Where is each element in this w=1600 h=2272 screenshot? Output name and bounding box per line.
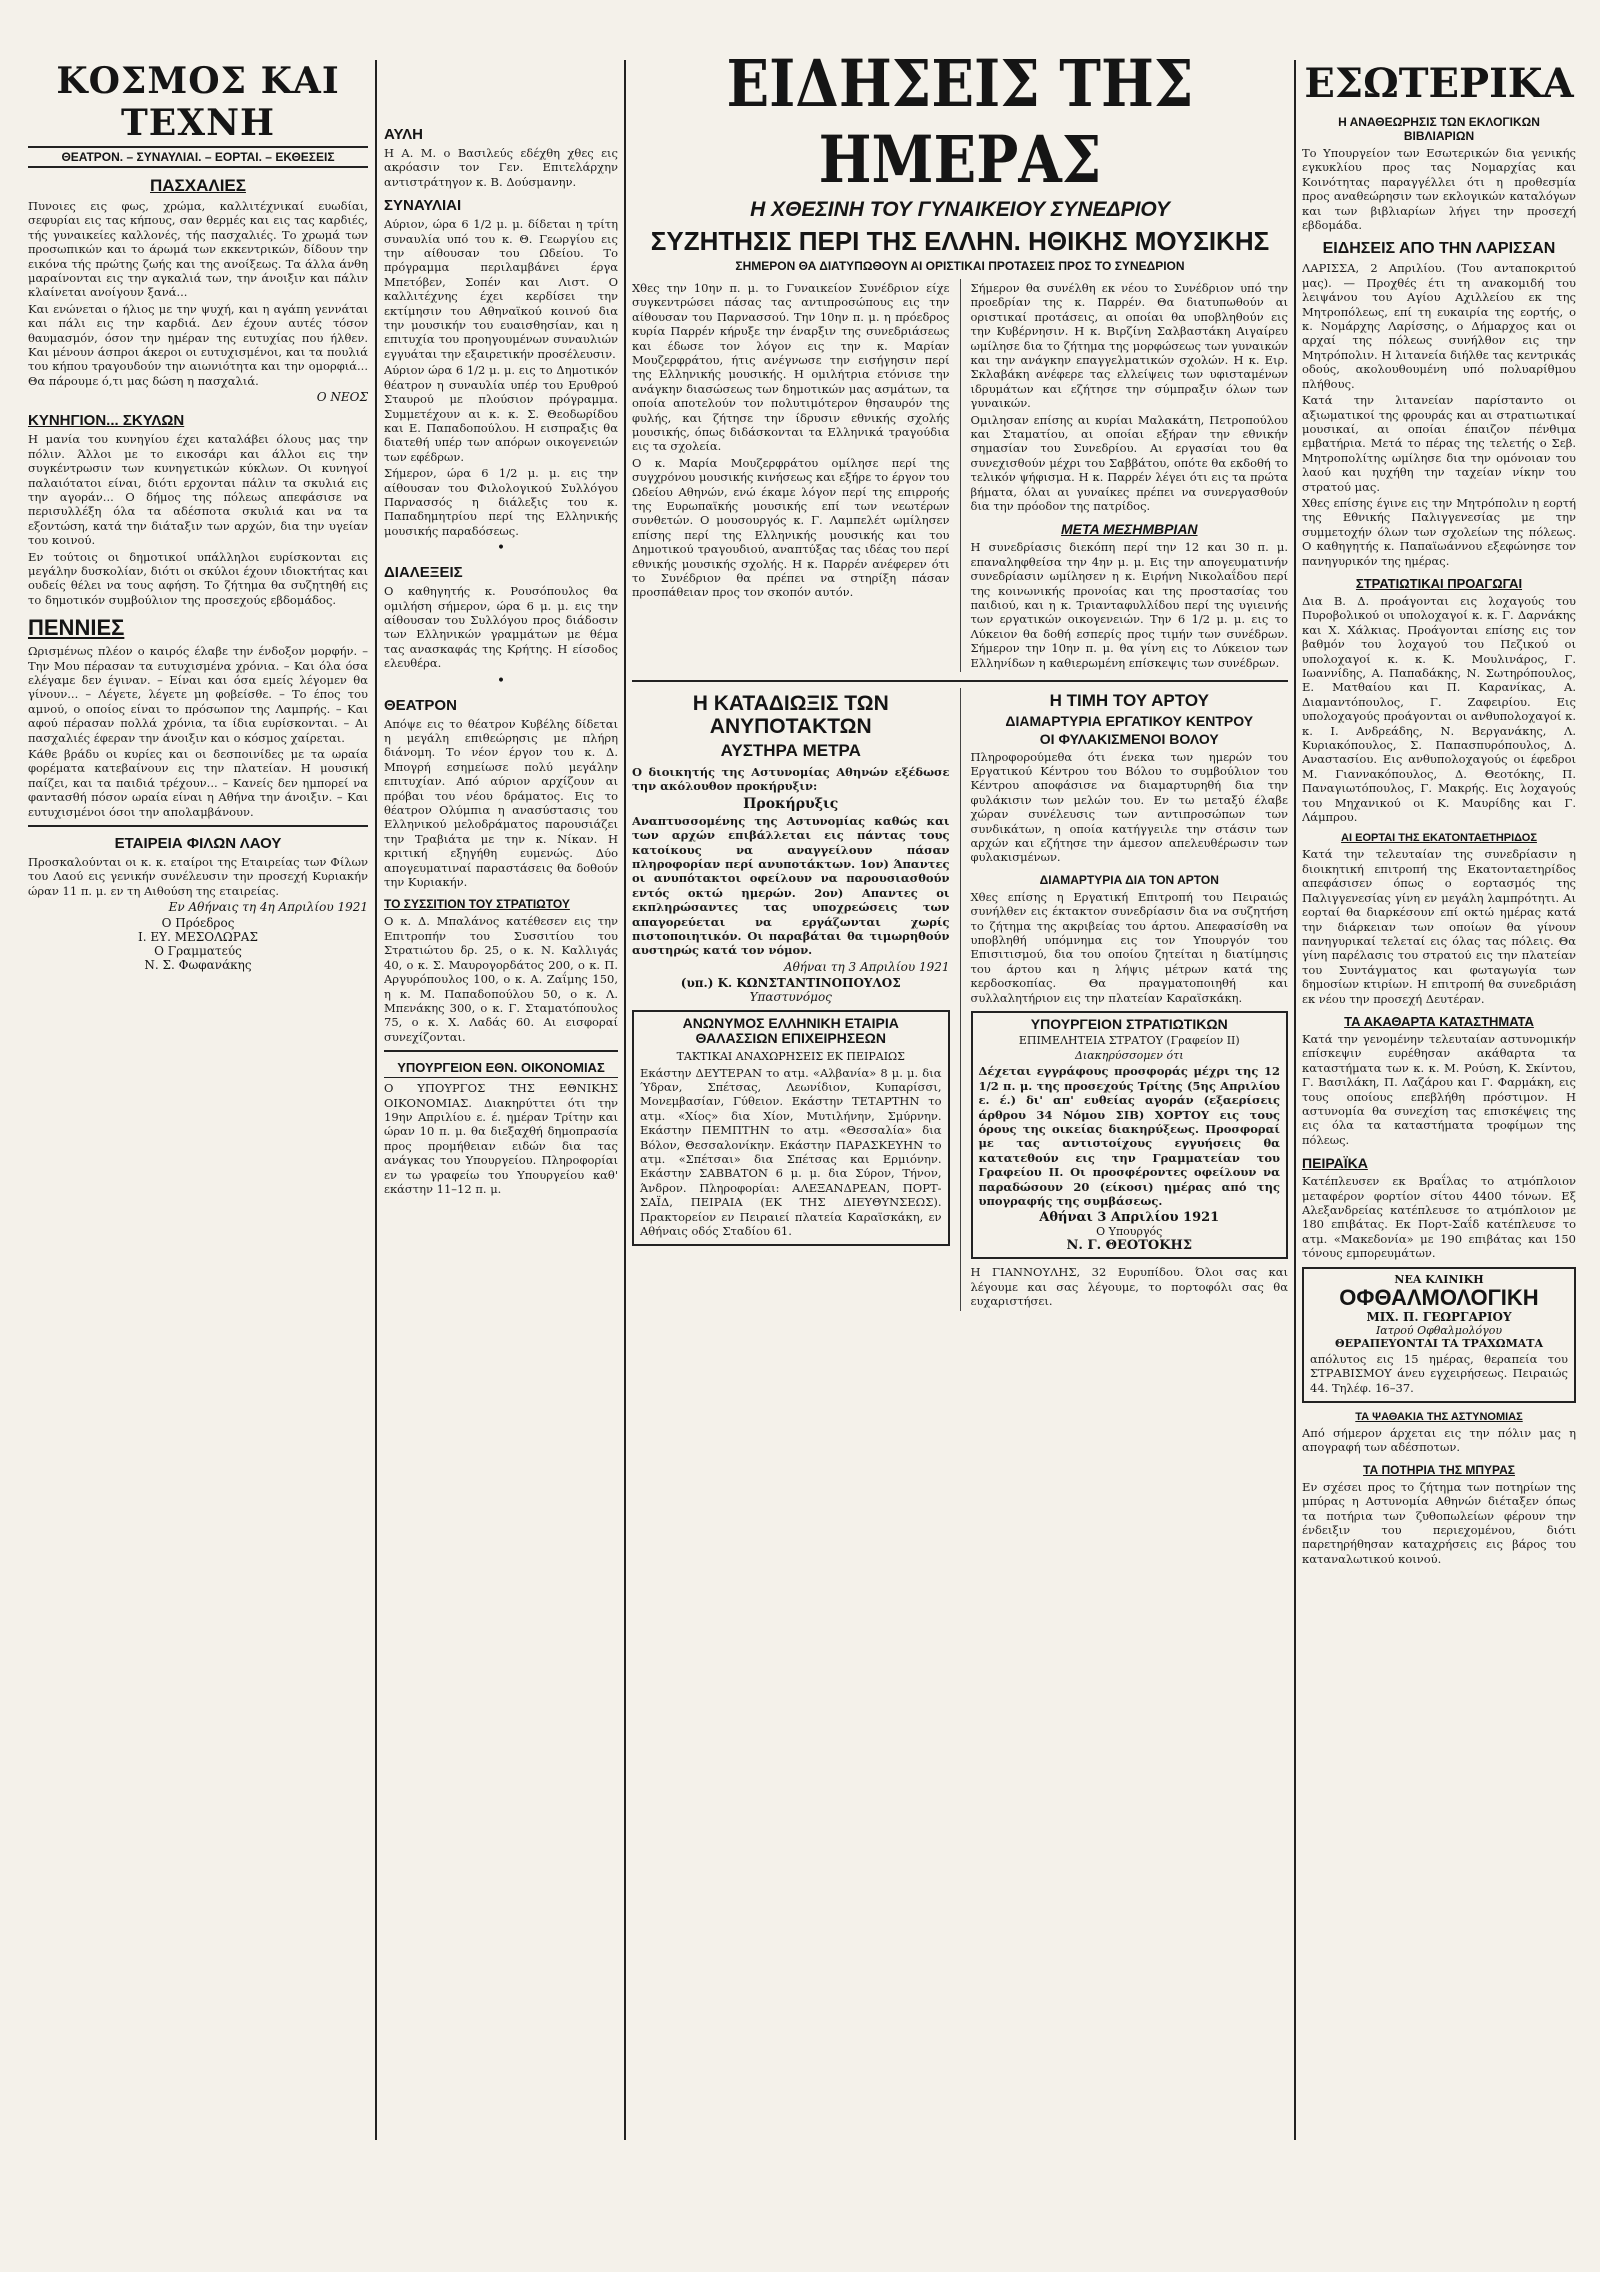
column-rule [1294,60,1296,2140]
lead-article-columns [632,279,1288,672]
article-text: Πυνοιες εις φως, χρώμα, καλλιτέχνικαί ευωδίαι, σεφυρίαι εις τας κήπους, σαν θερμές και εις τας καρδιές, τής γυναικείες καλλονές, τής πασχαλιές. Το χρωμά των προσωπικών και το άρωμά των εκκεντρικών, δίδουν την εικόνα τής πρώτης ζωής και της ανοίξεως. Τα άλλα άνθη μαραίνονται εις την αγκαλιά των, την άνοιξιν και πάλιν κλαίνεται ανοίγουν ξανά... [28,199,368,300]
advert-title: ΟΦΘΑΛΜΟΛΟΓΙΚΗ [1339,1284,1539,1310]
divider [632,680,1288,682]
headline-potiria: ΤΑ ΠΟΤΗΡΙΑ ΤΗΣ ΜΠΥΡΑΣ [1363,1462,1515,1477]
lower-columns [632,688,1288,1311]
article-text: ΛΑΡΙΣΣΑ, 2 Απριλίου. (Του ανταποκριτού μας). — Προχθές έτι τη ανακομιδή του λειψάνου του Αγίου Αχιλλείου εκ της Μητροπόλεως, επί τη ευκαιρία της εορτής, ο κ. Νομάρχης Λαρίσσης, ο Δήμαρχος και οι αρχαί της πόλεως συνήλθον εις την Μητρόπολιν. Η λιτανεία διήλθε τας κεντρικάς οδούς, ακολουθουμένη υπό πολυαρίθμου πλήθους. [1302,261,1576,391]
headline-theatron: ΘΕΑΤΡΟΝ [384,696,457,714]
article-text: Ο καθηγητής κ. Ρουσόπουλος θα ομιλήση σήμερον, ώρα 6 μ. μ. εις την αίθουσαν του Συλλόγου προς διάδοσιν των Ελληνικών γραμμάτων με θέμα τας ανασκαφάς της Κρήτης. Η είσοδος ελευθέρα. [384,584,618,671]
headline-simeron: ΣΗΜΕΡΟΝ ΘΑ ΔΙΑΤΥΠΩΘΟΥΝ ΑΙ ΟΡΙΣΤΙΚΑΙ ΠΡΟΤΑΣΕΙΣ ΠΡΟΣ ΤΟ ΣΥΝΕΔΡΙΟΝ [735,258,1185,273]
section-masthead: ΕΣΩΤΕΡΙΚΑ [1304,60,1574,107]
article-text: Σήμερον θα συνέλθη εκ νέου το Συνέδριον υπό την προεδρίαν της κ. Παρρέν. Θα διατυπωθούν αι οριστικαί προτάσεις, αι οποίαι θα υποβληθούν εις την Κυβέρνησιν. Η κ. Βιρζίνη Σαλβαστάκη Αιγαίρευ ωμίλησε δια το ζήτημα της μορφώσεως των γυναικών και την ανάγκην επαγγελματικών σχολών. Η κ. Ειρ. Σκλαβάκη ανέφερε τας ελλείψεις των υφισταμένων ιδρυμάτων και εζήτησε την σύμπραξιν όλων των γυναικών. [970,280,1288,411]
headline-akatharta: ΤΑ ΑΚΑΘΑΡΤΑ ΚΑΤΑΣΤΗΜΑΤΑ [1344,1013,1534,1029]
headline-paschalies: ΠΑΣΧΑΛΙΕΣ [150,176,246,195]
notice-name: Ν. Σ. Φωφανάκης [144,958,252,973]
advert-text: Η ΓΙΑΝΝΟΥΛΗΣ, 32 Ευρυπίδου. Όλοι σας και λέγουμε και σας λέγουμε, το πορτοφόλι σας θα ευχαριστήσει. [970,1265,1288,1309]
headline-dialexeis: ΔΙΑΛΕΞΕΙΣ [384,564,463,582]
article-text: Από σήμερον άρχεται εις την πόλιν μας η απογραφή των αδέσποτων. [1302,1426,1576,1455]
article-text: Το Υπουργείον των Εσωτερικών δια γενικής εγκυκλίου προς τας Νομαρχίας και Κοινότητας παραγγέλλει ότι η προθεσμία προς αναθεώρησιν των εκλογικών καταλόγων και των βιβλιαρίων λήγει την προσεχή εβδομάδα. [1302,146,1576,233]
advert-title: ΑΝΩΝΥΜΟΣ ΕΛΛΗΝΙΚΗ ΕΤΑΙΡΙΑ ΘΑΛΑΣΣΙΩΝ ΕΠΙΧΕΙΡΗΣΕΩΝ [682,1014,899,1047]
headline-anatheorisis: Η ΑΝΑΘΕΩΡΗΣΙΣ ΤΩΝ ΕΚΛΟΓΙΚΩΝ ΒΙΒΛΙΑΡΙΩΝ [1338,115,1540,143]
headline-katadioxis: Η ΚΑΤΑΔΙΩΞΙΣ ΤΩΝ ΑΝΥΠΟΤΑΚΤΩΝ [692,692,889,739]
article-text: Η μανία του κυνηγίου έχει καταλάβει όλους μας την πόλιν. Άλλοι με το εικοσάρι και άλλοι εις την συγκέντρωσιν των κυνηγετικών κύκλων. Οι κυνηγοί παλαιότατοι είναι, διότι ερχονται πάλιν τα σκυλιά εις την αγοράν... Ο δήμος της πόλεως απεφάσισε να περισυλλέξη όλα τα αδέσποτα σκυλιά και να τα εξοντώση, κατά την διάταξιν των αρχών, δια την υγείαν του κοινού. [28,432,368,548]
notice-date: Εν Αθήναις τη 4η Απριλίου 1921 [168,900,368,915]
notice-text: Ο ΥΠΟΥΡΓΟΣ ΤΗΣ ΕΘΝΙΚΗΣ ΟΙΚΟΝΟΜΙΑΣ. Διακηρύττει ότι την 19ην Απριλίου ε. έ. ημέραν Τρίτην και ώραν 10 π. μ. θα διεξαχθή δημοπρασία προς προμήθειαν ειδών δια τας ανάγκας του Υπουργείου. Πληροφορίαι εν τω γραφείω του Υπουργείου καθ' εκάστην 11–12 π. μ. [384,1081,618,1196]
column-esoterika [1302,0,1576,2154]
headline-gynaikeio-synedrio: Η ΧΘΕΣΙΝΗ ΤΟΥ ΓΥΝΑΙΚΕΙΟΥ ΣΥΝΕΔΡΙΟΥ [750,198,1170,221]
byline: Ο ΝΕΟΣ [316,390,368,405]
article-text: Απόψε εις το θέατρον Κυβέλης δίδεται η μεγάλη επιθεώρησις με πλήρη διάνομη. Το νέον έργον του κ. Δ. Μπογρή εσημείωσε πολύ μεγάλην επιτυχίαν. Από αύριον αρχίζουν αι πρόβαι του νέου δράματος. Εις το θέατρον Ολύμπια η ανασύστασις του Ελληνικού μελοδράματος παρουσιάζει την Τραβιάτα με την κ. Νίκαν. Η κριτική εξηγήθη ευμενώς. Δύο απογευματιναί παραστάσεις θα δοθούν την Κυριακήν. [384,716,618,890]
notice-text: Δέχεται εγγράφους προσφοράς μέχρι της 12 1/2 π. μ. της προσεχούς Τρίτης (5ης Απριλίου ε. έ.) δι' απ' ευθείας αγοράν (εξαερίσεις άρθρου 34 Νόμου ΣΙΒ) ΧΟΡΤΟΥ εις τους όρους της οικείας διακηρύξεως. Προσφοραί με τας αντιστοίχους εγγυήσεις θα κατατεθούν εις την Γραμματείαν του Γραφείου ΙΙ. Οι προσφέροντες οφείλουν να παραδώσουν 20 (είκοσι) ημέρας από της υπογραφής της συμβάσεως. [978,1064,1280,1209]
notice-name: Ι. ΕΥ. ΜΕΣΟΛΩΡΑΣ [138,930,258,945]
column-news-of-the-day [632,0,1288,2154]
clinic-advert [1302,1267,1576,1403]
article-text: Η Α. Μ. ο Βασιλεύς εδέχθη χθες εις ακρόασιν τον Γεν. Επιτελάρχην αντιστράτηγον κ. Β. Δούσμανην. [384,146,618,189]
article-text: Κάθε βράδυ οι κυρίες και οι δεσποινίδες με τα ωραία φορέματα κατεβαίνουν εις την πλατείαν. Η μουσική παίζει, και τα παιδιά τρέχουν... – Κανείς δεν ημπορεί να φαντασθή πόσον ωραία είναι η Αθήνα την άνοιξιν. – Και ευτυχισμένοι όσοι την απολαμβάνουν. [28,747,368,819]
advert-text: Εκάστην ΔΕΥΤΕΡΑΝ το ατμ. «Αλβανία» 8 μ. μ. δια Ύδραν, Σπέτσας, Λεωνίδιον, Κυπαρίσσι, Μονεμβασίαν, Γύθειον. Εκάστην ΤΕΤΑΡΤΗΝ το ατμ. «Χίος» δια Χίον, Μυτιλήνην, Σμύρνην. Εκάστην ΠΕΜΠΤΗΝ το ατμ. «Θεσσαλία» δια Βόλον, Θεσσαλονίκην. Εκάστην ΠΑΡΑΣΚΕΥΗΝ το ατμ. «Σπέτσαι» δια Σπέτσας και Ερμιόνην. Εκάστην ΣΑΒΒΑΤΟΝ 6 μ. μ. δια Σύρον, Τήνον, Άνδρον. Πληροφορίαι: ΑΛΕΞΑΝΔΡΕΑΝ, ΠΟΡΤ-ΣΑΪΔ, ΠΕΙΡΑΙΑ (ΕΚ ΤΗΣ ΔΙΕΥΘΥΝΣΕΩΣ). Πρακτορείον εν Πειραιεί πλατεία Καραϊσκάκη, εν Αθήναις οδός Σταδίου 61. [640,1065,942,1239]
notice-role: Ο Πρόεδρος [161,916,235,931]
divider [28,825,368,827]
headline-fylakismenoi: ΟΙ ΦΥΛΑΚΙΣΜΕΝΟΙ ΒΟΛΟΥ [1039,731,1219,748]
proclamation-signature: (υπ.) Κ. ΚΩΝΣΤΑΝΤΙΝΟΠΟΥΛΟΣ [680,975,901,990]
advert-line: ΘΕΡΑΠΕΥΟΝΤΑΙ ΤΑ ΤΡΑΧΩΜΑΤΑ [1334,1336,1544,1350]
section-strap: ΘΕΑΤΡΟΝ. – ΣΥΝΑΥΛΙΑΙ. – ΕΟΡΤΑΙ. – ΕΚΘΕΣΕΙΣ [28,146,368,168]
headline-ypourgeion-oikonomias: ΥΠΟΥΡΓΕΙΟΝ ΕΘΝ. ΟΙΚΟΝΟΜΙΑΣ [384,1060,618,1078]
proclamation-date: Αθήναι τη 3 Απριλίου 1921 [783,959,950,974]
article-text: Δια Β. Δ. προάγονται εις λοχαγούς του Πυροβολικού οι υπολοχαγοί κ. κ. Γ. Δαρνάκης και Χ. Χάλκιας. Προάγονται επίσης εις τον βαθμόν του λοχαγού του Πεζικού οι υπολοχαγοί κ. κ. Κ. Μουλινάρος, Γ. Ιωαννίδης, Α. Παπαδάκης, Ν. Σωτηρόπουλος, Ε. Ματθαίου και Π. Καρανίκας, Α. Διαμαντόπουλος, Γ. Ζαφειρίου. Εις υπολοχαγούς προάγονται οι ανθυπολοχαγοί κ. κ. Ι. Ανδρεάδης, Ν. Βεργανάκης, Λ. Κυριακόπουλος, Σ. Παπασπυρόπουλος, Δ. Αναστασίου. Εις ανθυπολοχαγούς οι έφεδροι Μ. Γιαννακόπουλος, Δ. Θεοτόκης, Π. Παναγιωτόπουλος, Γ. Μακρής. Εις λοχαγούς του Μηχανικού οι Κ. Μαυρίδης και Γ. Λάμπρου. [1302,593,1576,825]
headline-etaireia: ΕΤΑΙΡΕΙΑ ΦΙΛΩΝ ΛΑΟΥ [114,835,282,853]
headline-syzitisis: ΣΥΖΗΤΗΣΙΣ ΠΕΡΙ ΤΗΣ ΕΛΛΗΝ. ΗΘΙΚΗΣ ΜΟΥΣΙΚΗΣ [650,226,1270,257]
headline-diamartyria-arton: ΔΙΑΜΑΡΤΥΡΙΑ ΔΙΑ ΤΟΝ ΑΡΤΟΝ [1039,872,1219,887]
advert-doctor-title: Ιατρού Οφθαλμολόγου [1375,1323,1503,1337]
advert-doctor: ΜΙΧ. Π. ΓΕΩΡΓΑΡΙΟΥ [1366,1309,1512,1324]
article-text: Η συνεδρίασις διεκόπη περί την 12 και 30 π. μ. επαναληφθείσα την 4ην μ. μ. Εις την απογευματινήν συνεδρίασιν ωμίλησεν η κ. Ειρήνη Νικολαΐδου περί της κοινωνικής προνοίας και της προστασίας του παιδιού, και η κ. Τριανταφυλλίδου περί της υγιεινής των εργατικών οικογενειών. Την 6 1/2 μ. μ. εις το Λύκειον θα δοθή εσπερίς προς τιμήν των συνέδρων. Σήμερον την 10ην π. μ. θα γίνη εις το Λύκειον των Ελληνίδων η καθιερωμένη επίσκεψις των συνέδρων. [970,540,1288,670]
notice-role: Ο Γραμματεύς [154,944,242,959]
article-text: Σήμερον, ώρα 6 1/2 μ. μ. εις την αίθουσαν του Φιλολογικού Συλλόγου Παρνασσός η διάλεξις του κ. Παπαδημητρίου περί της Ελληνικής μουσικής παραδόσεως. [384,466,618,538]
notice-text: Προσκαλούνται οι κ. κ. εταίροι της Εταιρείας των Φίλων του Λαού εις γενικήν συνέλευσιν την προσεχή Κυριακήν ώραν 11 π. μ. εν τη Αιθούση της εταιρείας. [28,855,368,898]
notice-title: ΥΠΟΥΡΓΕΙΟΝ ΣΤΡΑΤΙΩΤΙΚΩΝ [1030,1016,1228,1032]
divider [384,1050,618,1052]
article-text: Και ενώνεται ο ήλιος με την ψυχή, και η αγάπη γεννάται και πάλι εις την καρδιά. Δεν έχουν αυτές τόσον θαυμασμόν, όσον την ημέραν της ευτυχίας που ήλθεν. Και μένουν άσπροι άκεροι οι ευτυχισμένοι, και τα πουλιά του κήπου τραγουδούν την αιωνιότητα και την ομορφιά... Θα πάρουμε ό,τι μας δώση η πασχαλιά. [28,301,368,388]
proclamation-role: Υπαστυνόμος [749,989,832,1004]
headline-syssition: ΤΟ ΣΥΣΣΙΤΙΟΝ ΤΟΥ ΣΤΡΑΤΙΩΤΟΥ [384,897,570,912]
notice-date: Αθήναι 3 Απριλίου 1921 [1039,1210,1220,1226]
advert-text: απόλυτος εις 15 ημέρας, θεραπεία του ΣΤΡΑΒΙΣΜΟΥ άνευ εγχειρήσεως. Πειραιώς 44. Τηλέφ. 16–37. [1310,1351,1568,1395]
article-text: Ο κ. Δ. Μπαλάνος κατέθεσεν εις την Επιτροπήν του Συσσιτίου του Στρατιώτου δρ. 25, ο κ. Ν. Καλλιγάς 40, ο κ. Σ. Μαυρογορδάτος 200, ο κ. Π. Αργυρόπουλος 100, ο κ. Α. Ζαΐμης 150, η κ. Μ. Παπαδοπούλου 50, ο κ. Λ. Μπενάκης 300, ο κ. Γ. Σταματόπουλος 75, ο κ. Χ. Λαδάς 60. Αι εισφοραί συνεχίζονται. [384,914,618,1044]
headline-meta-mesimvrian: ΜΕΤΑ ΜΕΣΗΜΒΡΙΑΝ [1060,521,1198,538]
ornament: • [496,672,506,689]
notice-role: Ο Υπουργός [1096,1225,1163,1239]
article-text: Κατά την λιτανείαν παρίσταντο οι αξιωματικοί της φρουράς και αι στρατιωτικαί μουσικαί, αι οποίαι έπαιζον πένθιμα εμβατήρια. Μετά το πέρας της τελετής ο Σεβ. Μητροπολίτης ωμίλησε δια την ομόνοιαν του λαού και ηυχήθη την ταχείαν νίκην του στρατού μας. [1302,393,1576,494]
article-text: Χθες την 10ην π. μ. το Γυναικείον Συνέδριον είχε συγκεντρώσει πάσας τας αντιπροσώπους εις την αίθουσαν του Παρνασσού. Την 10ην π. μ. η πρόεδρος κυρία Παρρέν κήρυξε την έναρξιν της συνεδριάσεως και έδωσε τον λόγον εις την κ. Μαρίαν Μουζερφράτου, ήτις ανέγνωσε την εισήγησιν περί της Ελληνικής μουσικής. Η ομιλήτρια ετόνισε την ανάγκην διασώσεως των δημοτικών μας ασμάτων, τα οποία αποτελούν τον πολυτιμότερον θησαυρόν της φυλής, και ζήτησε την ίδρυσιν εθνικής σχολής μουσικής, όπως διδάσκονται τα Ελληνικά τραγούδια εις τα σχολεία. [632,280,950,454]
headline-kynigion: ΚΥΝΗΓΙΟΝ... ΣΚΥΛΩΝ [28,412,185,430]
article-text: Χθες επίσης η Εργατική Επιτροπή του Πειραιώς συνήλθεν εις έκτακτον συνεδρίασιν δια να συζητήση το ζήτημα της ακριβείας του άρτου. Απεφασίσθη να υποβληθή υπόμνημα εις τον Υπουργόν του Επισιτισμού, δια του οποίου ζητείται η διατίμησις του άρτου και η λήψις μέτρων κατά της κερδοσκοπίας. Θα πραγματοποιηθή και συλλαλητήριον εις την πλατείαν Καραϊσκάκη. [970,889,1288,1005]
notice-signature: Ν. Γ. ΘΕΟΤΟΚΗΣ [1066,1238,1193,1254]
headline-pennies: ΠΕΝΝΙΕΣ [28,615,125,641]
article-text: Κατά την τελευταίαν της συνεδρίασιν η διοικητική επιτροπή της Εκατονταετηρίδος απεφάσισεν όπως ο εορτασμός της Παλιγγενεσίας γίνη εν μεγάλη λαμπρότητι. Αι εορταί θα διαρκέσουν επί οκτώ ημέρας κατά την διάρκειαν των οποίων θα γίνουν πανηγυρικαί τελεταί εις όλας τας πόλεις. Θα γίνη παρέλασις του στρατού εις την πλατείαν του Συντάγματος και φωταγωγία των δημοσίων κτιρίων. Η επιτροπή θα συνεδριάση εκ νέου την προσεχή Δευτέραν. [1302,847,1576,1006]
shipping-advert [632,1010,950,1247]
headline-peiraika: ΠΕΙΡΑΪΚΑ [1302,1155,1368,1172]
notice-lead: Διακηρύσσομεν ότι [1074,1049,1184,1063]
ornament: • [496,540,506,557]
article-text: Ωρισμένως πλέον ο καιρός έλαβε την ένδοξον μορφήν. – Την Μου πέρασαν τα ευτυχισμένα χρόνια. – Και όλα όσα ελέγαμε δεν έγιναν. – Είναι και όσα εμείς λέγομεν θα γίνουν... – Λέγετε, λέγετε μη φοβείσθε. – Το έπος του αμνού, ο οποίος είναι το πρόσωπον της Λαμπρής. – Και αφού πέρασαν πολλά χρόνια, τα ίδια ευρίσκονται. – Αι πασχαλιές έφεραν την άνοιξιν και ο κόσμος χαίρεται. [28,644,368,745]
column-rule [624,60,626,2140]
proclamation-text: Αναπτυσσομένης της Αστυνομίας καθώς και των αρχών επιβάλλεται εις πάντας τους κατοίκους να αναγγείλουν πάσαν πληροφορίαν περί ανυποτάκτων. 1ον) Άπαντες οι ανυπότακτοι οφείλουν να παρουσιασθούν εντός οκτώ ημερών. 2ον) Απαντες οι εκπληρώσαντες τας υποχρεώσεις των απαγορεύεται να εργάζωνται χωρίς πιστοποιητικόν. Οι παραβάται θα τιμωρηθούν αυστηρώς κατά τον νόμον. [632,813,950,958]
article-text: Πληροφορούμεθα ότι ένεκα των ημερών του Εργατικού Κέντρου του Βόλου το συμβούλιον του Κέντρου αποφάσισε να διαμαρτυρηθή δια την φυλάκισιν των μελών του. Εν τω μεταξύ έλαβε χώραν συνέλευσις των αντιπροσώπων των συνδικάτων, η οποία κατήγγειλε την στάσιν των αρχών και εζήτησε την άμεσον απελευθέρωσιν των φυλακισμένων. [970,749,1288,865]
main-masthead: ΕΙΔΗΣΕΙΣ ΤΗΣ ΗΜΕΡΑΣ [726,46,1194,198]
column-kosmos-kai-techni [28,0,368,2154]
headline-eortai: ΑΙ ΕΟΡΤΑΙ ΤΗΣ ΕΚΑΤΟΝΤΑΕΤΗΡΙΔΟΣ [1341,832,1537,845]
headline-eidiseis-larissa: ΕΙΔΗΣΕΙΣ ΑΠΟ ΤΗΝ ΛΑΡΙΣΣΑΝ [1322,240,1556,258]
article-text: Ο κ. Μαρία Μουζερφράτου ομίλησε περί της συγχρόνου μουσικής κινήσεως και εξήρε το έργον του Ωδείου Αθηνών, ενώ έκαμε λόγον περί της επιρροής της Ευρωπαϊκής μουσικής επί των νεωτέρων συνθετών. Ο μουσουργός κ. Γ. Λαμπελέτ ωμίλησεν επίσης περί της Ελληνικής μουσικής και του Δημοτικού τραγουδιού, αναπτύξας τας ιδέας του περί εθνικής μουσικής σχολής. Η κ. Παρρέν ανέφερεν ότι το Συνέδριον θα πρέπει να στηρίξη πάσαν προσπάθειαν προς τον σκοπόν αυτόν. [632,455,950,600]
article-text: Κατά την γενομένην τελευταίαν αστυνομικήν επίσκεψιν ευρέθησαν ακάθαρτα τα καταστήματα των κ. κ. Μ. Ρούση, Κ. Σκίντου, Γ. Βασιλάκη, Π. Λαζάρου και Γ. Φαρμάκη, εις τους οποίους επεβλήθη πρόστιμον. Η αστυνομία θα συνεχίση τας επισκέψεις της εις όλα τα καταστήματα τροφίμων της πόλεως. [1302,1031,1576,1147]
article-text: Κατέπλευσεν εκ Βραΐλας το ατμόπλοιον μεταφέρον φορτίον σίτου 4400 τόνων. Εξ Αλεξανδρείας κατέπλευσε το ατμόπλοιον με 180 επιβάτας. Εκ Πορτ-Σαΐδ κατέπλευσε το ατμ. «Μακεδονία» με 190 επιβάτας και 150 τόνους εμπορευμάτων. [1302,1174,1576,1261]
section-masthead: ΚΟΣΜΟΣ ΚΑΙ ΤΕΧΝΗ [56,60,340,144]
headline-proagogai: ΣΤΡΑΤΙΩΤΙΚΑΙ ΠΡΟΑΓΩΓΑΙ [1355,575,1523,591]
column-rule [375,60,377,2140]
article-text: Αύριον ώρα 6 1/2 μ. μ. εις το Δημοτικόν θέατρον η συναυλία υπέρ του Ερυθρού Σταυρού με πλούσιον πρόγραμμα. Συμμετέχουν αι κ. κ. Σ. Θεοδωρίδου και Ε. Παπαδοπούλου. Η εισπραξις θα διατεθή υπέρ των απόρων οικογενειών των εφέδρων. [384,363,618,464]
article-text: Αύριον, ώρα 6 1/2 μ. μ. δίδεται η τρίτη συναυλία υπό του κ. Θ. Γεωργίου εις την αίθουσαν του Ωδείου. Το πρόγραμμα περιλαμβάνει έργα Μπετόβεν, Σοπέν και Λιστ. Ο καλλιτέχνης έχει κερδίσει την εκτίμησιν του Αθηναϊκού κοινού δια την μουσικήν του ευαισθησίαν, και η επιτυχία του προηγουμένων συναυλιών εγγυάται την εξαιρετικήν προσέλευσιν. [384,217,618,361]
advert-subtitle: ΤΑΚΤΙΚΑΙ ΑΝΑΧΩΡΗΣΕΙΣ ΕΚ ΠΕΙΡΑΙΩΣ [676,1049,905,1063]
headline-psathakia: ΤΑ ΨΑΘΑΚΙΑ ΤΗΣ ΑΣΤΥΝΟΜΙΑΣ [1355,1411,1523,1424]
proclamation-text: Ο διοικητής της Αστυνομίας Αθηνών εξέδωσε την ακόλουθον προκήρυξιν: [632,764,950,794]
headline-diamartyria: ΔΙΑΜΑΡΤΥΡΙΑ ΕΡΓΑΤΙΚΟΥ ΚΕΝΤΡΟΥ [1005,712,1254,729]
headline-timi-artou: Η ΤΙΜΗ ΤΟΥ ΑΡΤΟΥ [1049,691,1209,711]
proclamation-title: Προκήρυξις [743,795,839,812]
headline-synavliai: ΣΥΝΑΥΛΙΑΙ [384,197,462,215]
notice-subtitle: ΕΠΙΜΕΛΗΤΕΙΑ ΣΤΡΑΤΟΥ (Γραφείον ΙΙ) [1018,1034,1240,1048]
article-text: Εν σχέσει προς το ζήτημα των ποτηρίων της μπύρας η Αστυνομία Αθηνών διέταξεν όπως τα ποτήρια των ζυθοπωλείων φέρουν την ένδειξιν του περιεχομένου, διότι παρετηρήθησαν καταχρήσεις εις βάρος του καταναλωτικού κοινού. [1302,1479,1576,1566]
military-tender-notice [971,1011,1289,1259]
advert-line: ΝΕΑ ΚΛΙΝΙΚΗ [1394,1272,1484,1286]
headline-avli: ΑΥΛΗ [384,126,423,143]
headline-afstira-metra: ΑΥΣΤΗΡΑ ΜΕΤΡΑ [720,741,861,761]
article-text: Χθες επίσης έγινε εις την Μητρόπολιν η εορτή της Εθνικής Παλιγγενεσίας με την συμμετοχήν όλων των σχολείων της πόλεως. Ο καθηγητής κ. Παπαϊωάννου εξεφώνησε τον πανηγυρικόν της ημέρας. [1302,495,1576,568]
article-text: Εν τούτοις οι δημοτικοί υπάλληλοι ευρίσκονται εις μεγάλην δυσκολίαν, διότι οι σκύλοι έχουν ιδιοκτήτας και ουδείς θέλει να τους αφήση. Το ζήτημα θα συζητηθή εις το δημοτικόν συμβούλιον της προσεχούς εβδομάδος. [28,549,368,607]
article-text: Ομιλησαν επίσης αι κυρίαι Μαλακάτη, Πετροπούλου και Σταματίου, αι οποίαι εξήραν την εθνικήν σημασίαν του Συνεδρίου. Αι εργασίαι του θα συνεχισθούν μέχρι του Σαββάτου, οπότε θα εκδοθή το τελικόν ψήφισμα. Η κ. Παρρέν λέγει ότι εις τα πρώτα βήματα, όλαι αι γυναίκες πρέπει να συνεργασθούν δια την πρόοδον της πατρίδος. [970,412,1288,513]
column-court-and-arts [384,0,618,2272]
